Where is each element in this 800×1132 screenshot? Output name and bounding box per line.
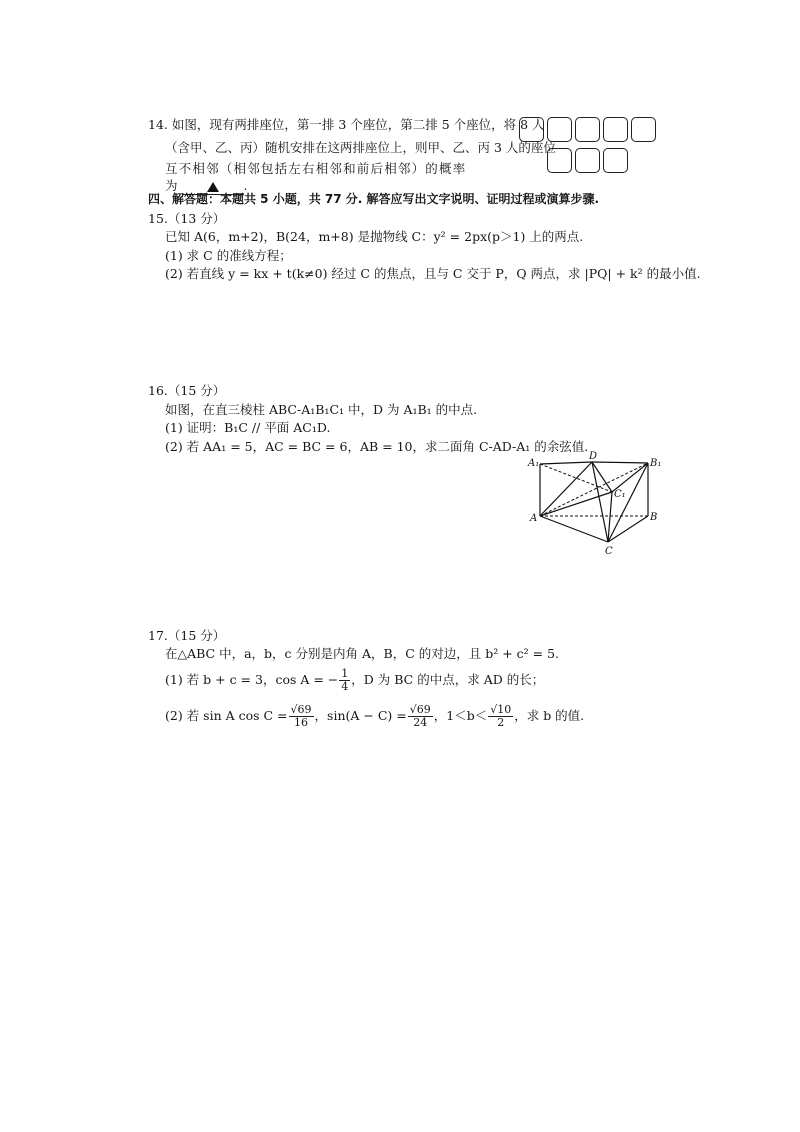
q17-stem: 在△ABC 中，a，b，c 分别是内角 A，B，C 的对边，且 b² + c² = 5. [165, 646, 560, 661]
seat-icon [603, 148, 628, 173]
q16-header: 16.（15 分） [148, 383, 226, 398]
fraction [289, 704, 314, 729]
fraction-numerator: √10 [490, 703, 512, 716]
q17-part2-text-a: (2) 若 sin A cos C = [165, 708, 288, 723]
q14-line-3: 互不相邻（相邻包括左右相邻和前后相邻）的概率 [165, 161, 467, 176]
fraction-numerator: √69 [409, 703, 431, 716]
q17-part1-text-b: ，D 为 BC 的中点，求 AD 的长； [351, 672, 545, 687]
fraction-denominator: 24 [413, 716, 428, 729]
q17-part2-text-d: ，求 b 的值. [514, 708, 585, 723]
q14-line-2: （含甲、乙、丙）随机安排在这两排座位上，则甲、乙、丙 3 人的座位 [165, 140, 556, 155]
fraction-denominator: 16 [294, 716, 309, 729]
seat-icon [575, 117, 600, 142]
q15-part-2: (2) 若直线 y = kx + t(k≠0) 经过 C 的焦点，且与 C 交于 P，Q 两点，求 |PQ| + k² 的最小值. [165, 266, 701, 281]
prism-figure [520, 450, 670, 560]
q14-prefix: 为 [165, 178, 178, 193]
label-C: C [605, 546, 613, 557]
fraction-denominator: 4 [341, 680, 349, 693]
fraction-denominator: 2 [497, 716, 505, 729]
fraction-numerator: 1 [341, 667, 349, 680]
q15-stem: 已知 A(6，m+2)，B(24，m+8) 是抛物线 C：y² = 2px(p＞1) 上的两点. [165, 229, 584, 244]
fraction-numerator: √69 [290, 703, 312, 716]
seat-icon [547, 148, 572, 173]
seat-icon [519, 117, 544, 142]
seat-icon [631, 117, 656, 142]
label-A: A [530, 513, 538, 524]
q17-part-2 [165, 703, 584, 729]
label-D: D [589, 451, 598, 462]
seat-icon [603, 117, 628, 142]
q14-line-1: 14. 如图，现有两排座位，第一排 3 个座位，第二排 5 个座位，将 8 人 [148, 117, 545, 132]
q17-part1-text-a: (1) 若 b + c = 3，cos A = − [165, 672, 339, 687]
label-B: B [650, 512, 658, 523]
q17-part-1 [165, 667, 544, 693]
label-A1: A₁ [528, 458, 540, 469]
section-heading: 四、解答题：本题共 5 小题，共 77 分. 解答应写出文字说明、证明过程或演算步骤. [148, 192, 600, 206]
fraction [488, 704, 513, 729]
q17-header: 17.（15 分） [148, 628, 226, 643]
q17-part2-text-c: ，1＜b＜ [433, 708, 488, 723]
q16-stem: 如图，在直三棱柱 ABC-A₁B₁C₁ 中，D 为 A₁B₁ 的中点. [165, 402, 478, 417]
label-C1: C₁ [614, 489, 626, 500]
fraction [408, 704, 433, 729]
label-B1: B₁ [650, 458, 662, 469]
seat-icon [575, 148, 600, 173]
fraction [339, 668, 350, 693]
q16-part-2: (2) 若 AA₁ = 5，AC = BC = 6，AB = 10，求二面角 C-AD-A₁ 的余弦值. [165, 439, 589, 454]
seat-icon [547, 117, 572, 142]
q16-part-1: (1) 证明：B₁C // 平面 AC₁D. [165, 420, 331, 435]
q14-suffix: . [243, 178, 248, 193]
q15-part-1: (1) 求 C 的准线方程； [165, 248, 292, 263]
q15-header: 15.（13 分） [148, 211, 226, 226]
q17-part2-text-b: ，sin(A − C) = [314, 708, 407, 723]
